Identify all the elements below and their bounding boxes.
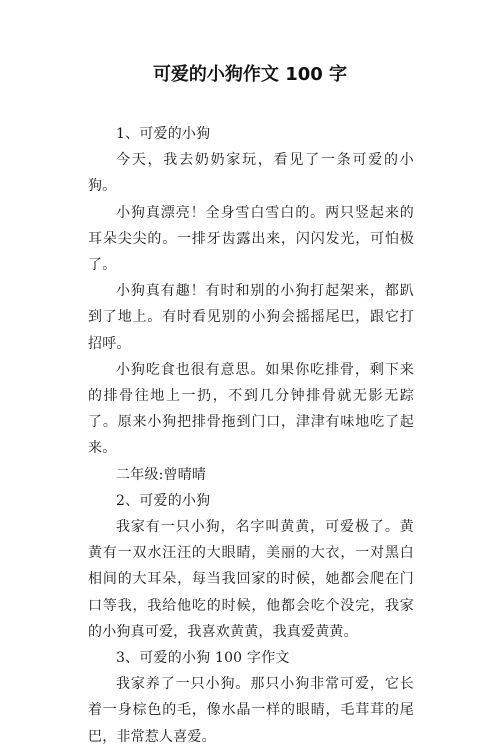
section-heading-1: 1、可爱的小狗 <box>116 126 211 142</box>
paragraph: 小狗真有趣！有时和别的小狗打起架来，都趴到了地上。有时看见别的小狗会摇摇尾巴，跟它打招呼。 <box>88 283 414 352</box>
section-heading-2: 2、可爱的小狗 <box>116 492 211 509</box>
document-title: 可爱的小狗作文 100 字 <box>152 64 348 85</box>
paragraph: 小狗吃食也很有意思。如果你吃排骨，剩下来的排骨往地上一扔，不到几分钟排骨就无影无踪了。原来小狗把排骨拖到门口，津津有味地吃了起来。 <box>88 361 414 457</box>
paragraph: 小狗真漂亮！全身雪白雪白的。两只竖起来的耳朵尖尖的。一排牙齿露出来，闪闪发光，可怕极了。 <box>88 204 414 274</box>
paragraph: 今天，我去奶奶家玩，看见了一条可爱的小狗。 <box>88 152 414 195</box>
document-body <box>88 121 414 750</box>
author-line: 二年级:曾晴晴 <box>116 466 207 483</box>
paragraph: 我家养了一只小狗。那只小狗非常可爱，它长着一身棕色的毛，像水晶一样的眼睛，毛茸茸的尾巴，非常惹人喜爱。 <box>88 676 414 745</box>
section-heading-3: 3、可爱的小狗 100 字作文 <box>116 650 290 667</box>
paragraph: 我家有一只小狗，名字叫黄黄，可爱极了。黄黄有一双水汪汪的大眼睛，美丽的大衣，一对黑白相间的大耳朵，每当我回家的时候，她都会爬在门口等我，我给他吃的时候，他都会吃个没完，我家的小狗真可爱，我喜欢黄黄，我真爱黄黄。 <box>88 519 414 640</box>
